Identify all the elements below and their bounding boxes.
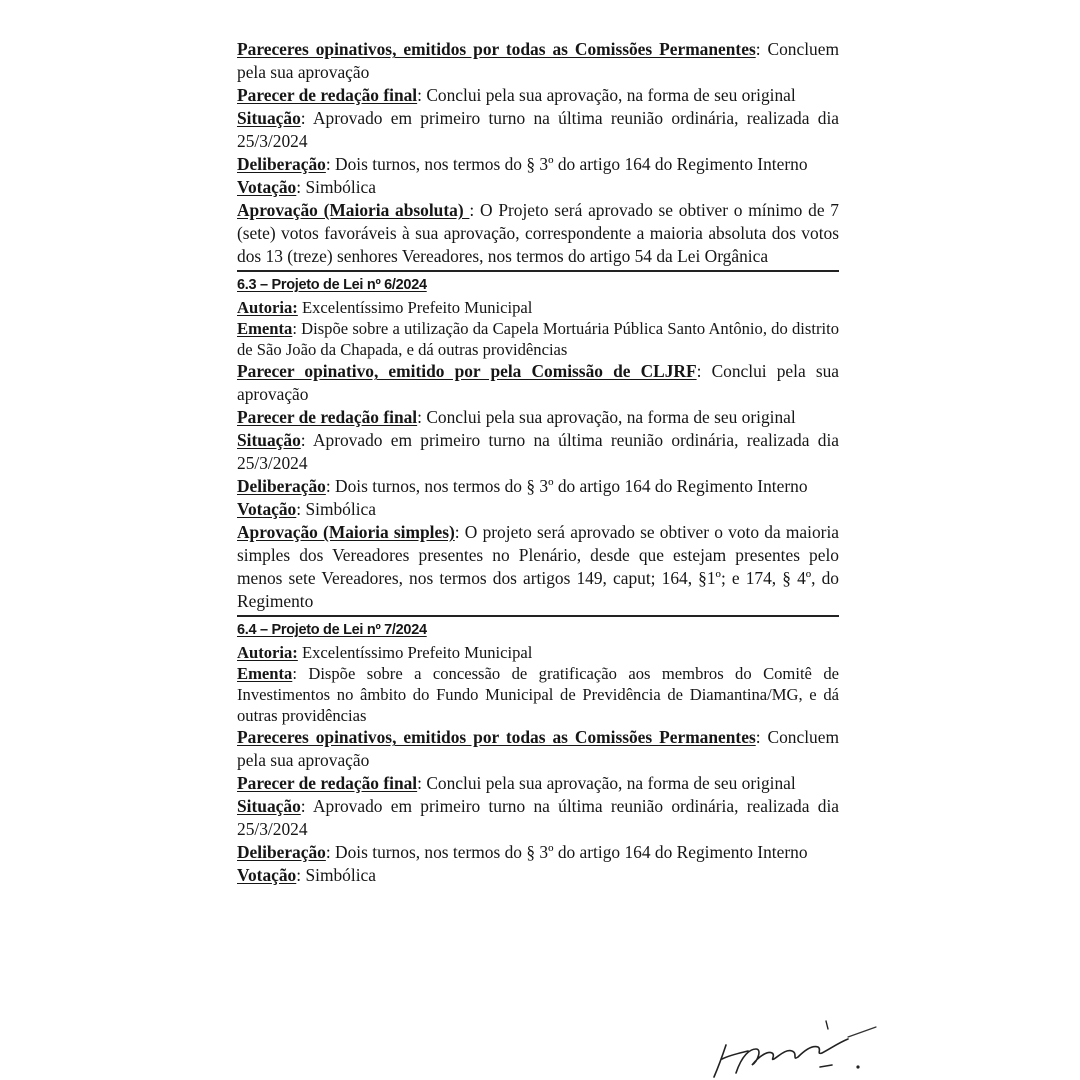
parecer-entry [237,360,839,406]
situacao-entry [237,429,839,475]
votacao-text: : Simbólica [296,177,376,197]
aprovacao-label: Aprovação (Maioria simples) [237,522,455,542]
autoria-label: Autoria: [237,298,298,317]
ementa-text: : Dispõe sobre a concessão de gratificação aos membros do Comitê de Investimentos no âmbito do Fundo Municipal de Previdência de Diamantina/MG, e dá outras providências [237,664,839,725]
redacao-text: : Conclui pela sua aprovação, na forma de seu original [417,407,796,427]
situacao-label: Situação [237,108,301,128]
redacao-label: Parecer de redação final [237,407,418,427]
parecer-text: : Conclui pela sua aprovação [237,361,839,404]
autoria-entry [237,297,839,318]
votacao-entry [237,176,839,199]
deliberacao-entry [237,475,839,498]
aprovacao-entry [237,199,839,268]
pareceres-entry [237,726,839,772]
redacao-entry [237,406,839,429]
ementa-label: Ementa [237,664,293,683]
section-divider [237,270,839,272]
deliberacao-entry [237,153,839,176]
aprovacao-text: : O projeto será aprovado se obtiver o voto da maioria simples dos Vereadores presentes no Plenário, desde que estejam presentes pelo menos sete Vereadores, nos termos dos artigos 149, caput; 164, §1º; e 174, § 4º, do Regimento [237,522,839,611]
votacao-label: Votação [237,177,297,197]
pareceres-text: : Concluem pela sua aprovação [237,727,839,770]
situacao-entry [237,107,839,153]
deliberacao-entry [237,841,839,864]
aprovacao-entry [237,521,839,613]
redacao-label: Parecer de redação final [237,85,418,105]
votacao-entry [237,864,839,887]
situacao-label: Situação [237,796,301,816]
ementa-entry [237,663,839,726]
section-divider [237,615,839,617]
ementa-text: : Dispõe sobre a utilização da Capela Mortuária Pública Santo Antônio, do distrito de São João da Chapada, e dá outras providências [237,319,839,359]
pareceres-text: : Concluem pela sua aprovação [237,39,839,82]
redacao-entry [237,84,839,107]
parecer-label: Parecer opinativo, emitido por pela Comissão de CLJRF [237,361,697,381]
deliberacao-label: Deliberação [237,154,326,174]
autoria-text: Excelentíssimo Prefeito Municipal [297,298,533,317]
situacao-label: Situação [237,430,301,450]
votacao-text: : Simbólica [296,499,376,519]
votacao-label: Votação [237,499,297,519]
votacao-label: Votação [237,865,297,885]
redacao-label: Parecer de redação final [237,773,418,793]
deliberacao-label: Deliberação [237,842,326,862]
redacao-text: : Conclui pela sua aprovação, na forma de seu original [417,85,796,105]
votacao-entry [237,498,839,521]
situacao-entry [237,795,839,841]
ementa-entry [237,318,839,360]
aprovacao-text: : O Projeto será aprovado se obtiver o mínimo de 7 (sete) votos favoráveis à sua aprovação, correspondente a maioria absoluta dos votos dos 13 (treze) senhores Vereadores, nos termos do artigo 54 da Lei Orgânica [237,200,839,266]
document-page [237,38,839,887]
deliberacao-label: Deliberação [237,476,326,496]
autoria-label: Autoria: [237,643,298,662]
ementa-label: Ementa [237,319,293,338]
deliberacao-text: : Dois turnos, nos termos do § 3º do artigo 164 do Regimento Interno [325,476,808,496]
situacao-text: : Aprovado em primeiro turno na última reunião ordinária, realizada dia 25/3/2024 [237,796,839,839]
votacao-text: : Simbólica [296,865,376,885]
situacao-text: : Aprovado em primeiro turno na última reunião ordinária, realizada dia 25/3/2024 [237,108,839,151]
handwritten-signature-icon [700,1015,890,1080]
pareceres-entry [237,38,839,84]
deliberacao-text: : Dois turnos, nos termos do § 3º do artigo 164 do Regimento Interno [325,842,808,862]
situacao-text: : Aprovado em primeiro turno na última reunião ordinária, realizada dia 25/3/2024 [237,430,839,473]
section-heading-6-4: 6.4 – Projeto de Lei nº 7/2024 [237,622,427,638]
section-heading-6-3: 6.3 – Projeto de Lei nº 6/2024 [237,277,427,293]
deliberacao-text: : Dois turnos, nos termos do § 3º do artigo 164 do Regimento Interno [325,154,808,174]
aprovacao-label: Aprovação (Maioria absoluta) [237,200,470,220]
pareceres-label: Pareceres opinativos, emitidos por todas as Comissões Permanentes [237,727,756,747]
redacao-entry [237,772,839,795]
autoria-entry [237,642,839,663]
autoria-text: Excelentíssimo Prefeito Municipal [297,643,533,662]
pareceres-label: Pareceres opinativos, emitidos por todas as Comissões Permanentes [237,39,756,59]
redacao-text: : Conclui pela sua aprovação, na forma de seu original [417,773,796,793]
